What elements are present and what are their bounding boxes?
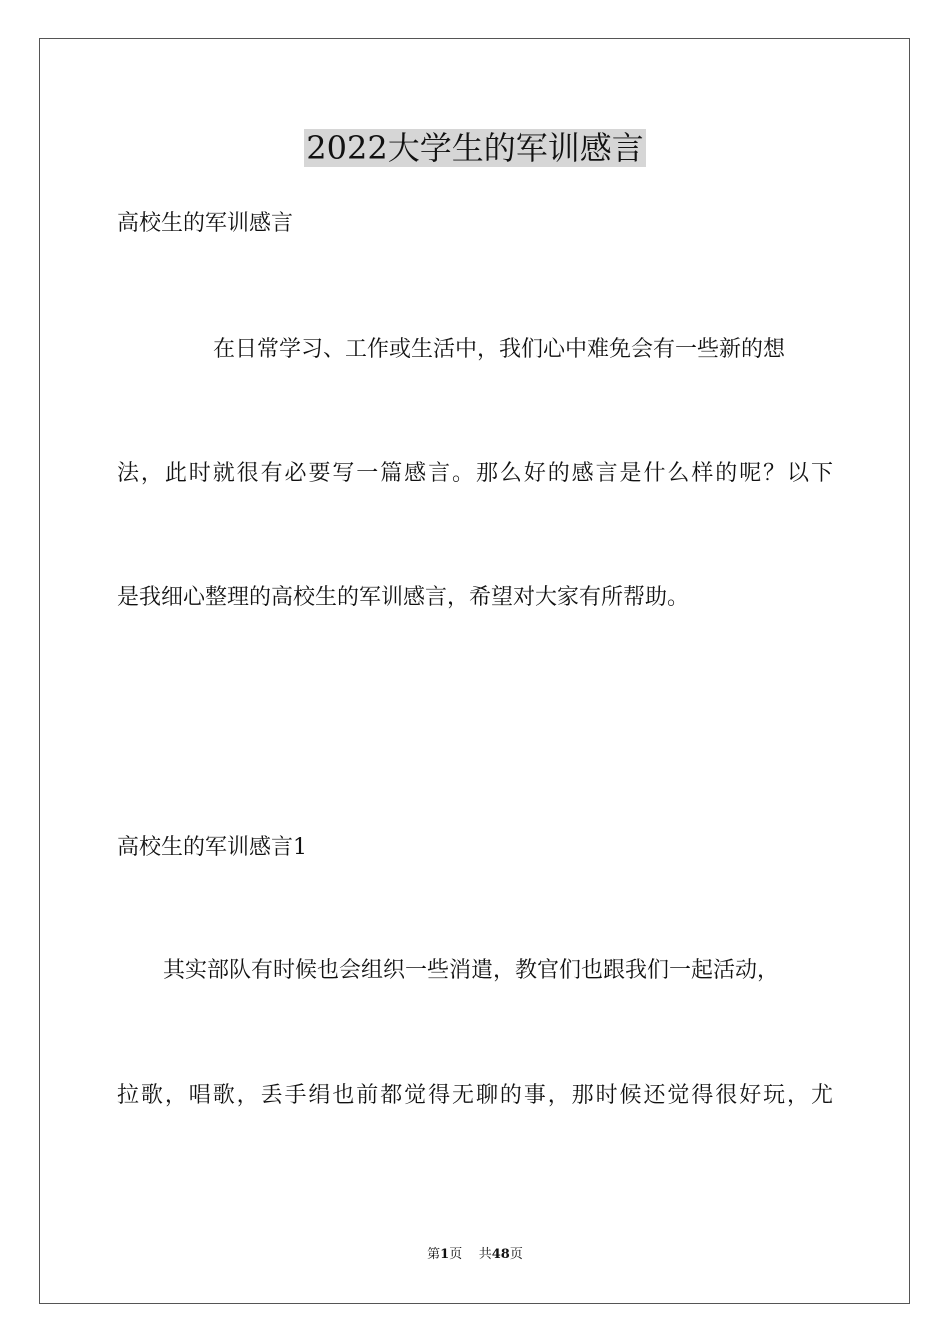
- section-title: 高校生的军训感言1: [117, 835, 307, 860]
- total-suffix: 页: [509, 1247, 523, 1262]
- page-number: 1: [440, 1247, 450, 1262]
- intro-line-1: 在日常学习、工作或生活中，我们心中难免会有一些新的想: [213, 337, 786, 362]
- total-prefix: 共: [478, 1247, 492, 1262]
- title-text: 2022大学生的军训感言: [306, 129, 644, 167]
- section-line-2: 拉歌，唱歌，丢手绢也前都觉得无聊的事，那时候还觉得很好玩，尤: [117, 1083, 833, 1108]
- page-prefix: 第: [427, 1247, 441, 1262]
- total-pages: 48: [491, 1247, 510, 1262]
- page-suffix: 页: [449, 1247, 463, 1262]
- page-footer: [0, 1246, 950, 1264]
- section-line-1: 其实部队有时候也会组织一些消遣，教官们也跟我们一起活动，: [163, 958, 780, 983]
- intro-line-2: 法，此时就很有必要写一篇感言。那么好的感言是什么样的呢？以下: [117, 461, 833, 486]
- intro-line-3: 是我细心整理的高校生的军训感言，希望对大家有所帮助。: [117, 585, 690, 610]
- article-heading: 高校生的军训感言: [117, 211, 294, 236]
- document-title: [0, 128, 950, 168]
